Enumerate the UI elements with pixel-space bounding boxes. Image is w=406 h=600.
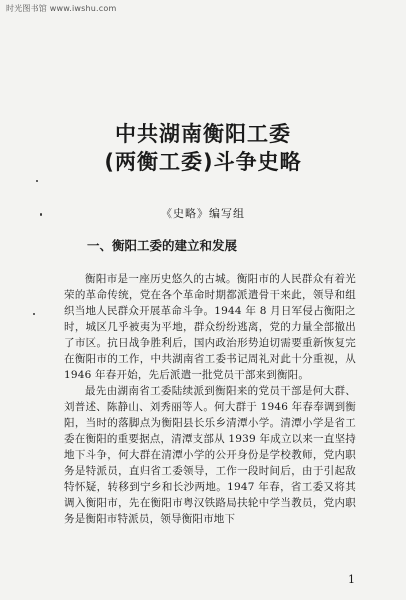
author-line: 《史略》编写组 <box>161 207 245 220</box>
title-line-2: (两衡工委)斗争史略 <box>104 150 302 174</box>
page-number: 1 <box>348 573 355 586</box>
paragraph-2: 最先由湖南省工委陆续派到衡阳来的党员干部是何大群、刘普述、陈静山、刘秀丽等人。何大群于 1946 年春奉调到衡阳，当时的落脚点为衡阳县长乐乡清潭小学。清潭小学是省工委在衡阳的重要据点，清潭支部从 1939 年成立以来一直坚持地下斗争，何大群在清潭小学的公开身份是学校教师，党内职务是特派员，直归省工委领导，工作一段时间后，由于引起敌特怀疑，转移到宁乡和长沙两地。1947 年春，省工委又将其调入衡阳市，先在衡阳市粤汉铁路局扶轮中学当教员，党内职务是衡阳市特派员，领导衡阳市地下 <box>64 385 356 525</box>
body-text <box>64 271 356 527</box>
scan-speck <box>36 180 38 182</box>
paragraph-1: 衡阳市是一座历史悠久的古城。衡阳市的人民群众有着光荣的革命传统，党在各个革命时期都派遣骨干来此，领导和组织当地人民群众开展革命斗争。1944 年 8 月日军侵占衡阳之时，城区几乎被夷为平地，群众纷纷逃离，党的力量全部撤出了市区。抗日战争胜利后，国内政治形势迫切需要重新恢复完在衡阳市的工作，中共湖南省工委书记周礼对此十分重视，从 1946 年春开始，先后派遣一批党员干部来到衡阳。 <box>64 273 356 381</box>
watermark: 时光图书馆 www.iwshu.com <box>6 4 117 13</box>
section-heading: 一、衡阳工委的建立和发展 <box>87 238 238 253</box>
title-line-1: 中共湖南衡阳工委 <box>115 122 291 146</box>
scan-speck <box>33 313 35 315</box>
